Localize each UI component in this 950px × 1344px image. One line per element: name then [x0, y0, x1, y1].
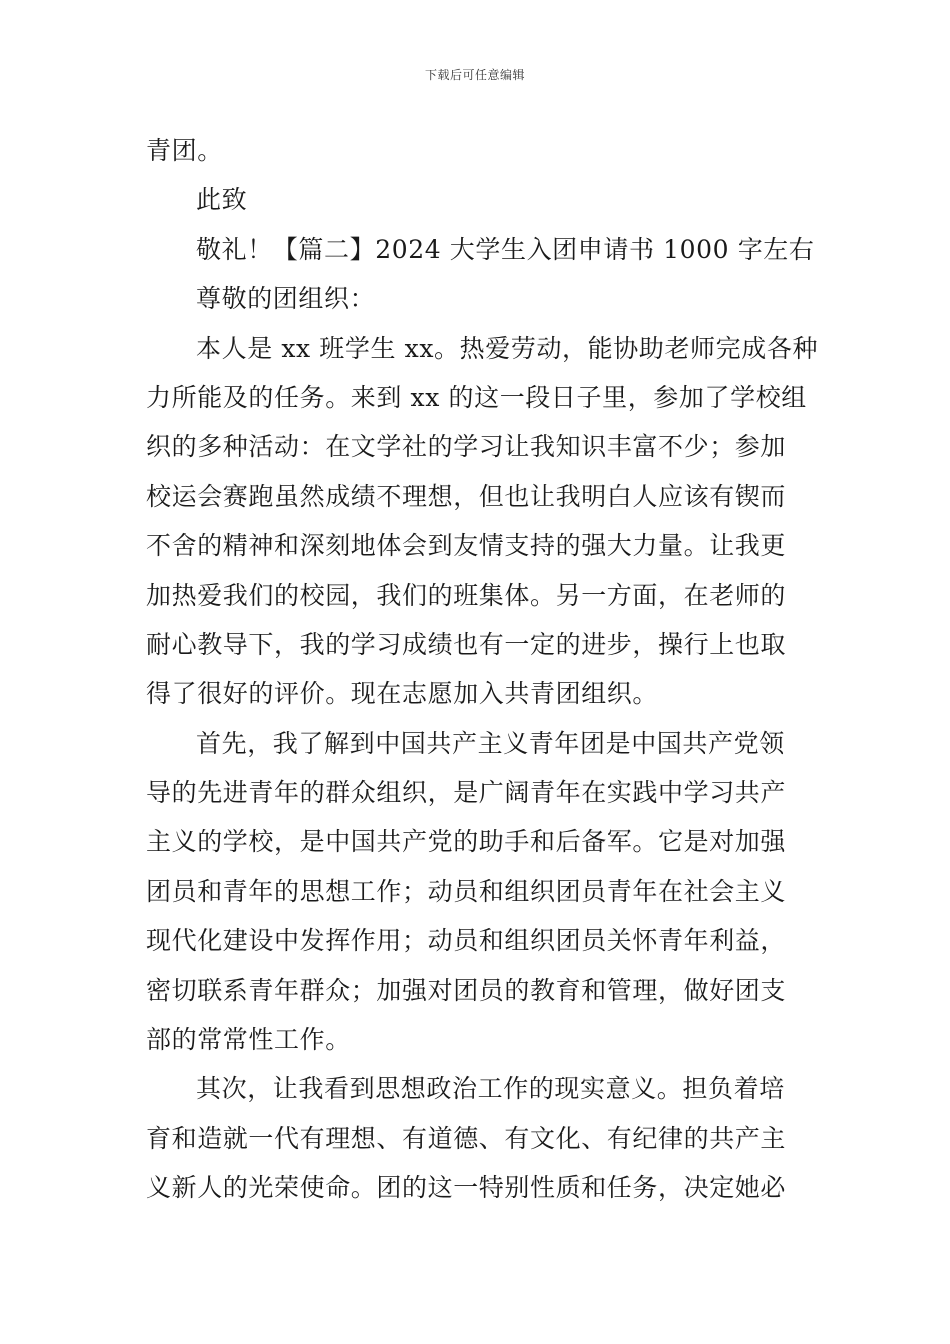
text-line: 不舍的精神和深刻地体会到友情支持的强大力量。让我更: [146, 531, 787, 561]
text-line: 部的常常性工作。: [146, 1025, 351, 1055]
text-line: 义新人的光荣使命。团的这一特别性质和任务，决定她必: [146, 1173, 787, 1203]
text-line: 主义的学校，是中国共产党的助手和后备军。它是对加强: [146, 827, 787, 857]
text-line: 校运会赛跑虽然成绩不理想，但也让我明白人应该有锲而: [146, 481, 787, 511]
text-line: 育和造就一代有理想、有道德、有文化、有纪律的共产主: [146, 1123, 787, 1153]
text-line: 尊敬的团组织：: [196, 284, 376, 314]
text-line: 首先，我了解到中国共产主义青年团是中国共产党领: [196, 728, 785, 758]
text-line: 其次，让我看到思想政治工作的现实意义。担负着培: [196, 1074, 785, 1104]
text-line: 团员和青年的思想工作；动员和组织团员青年在社会主义: [146, 876, 787, 906]
text-line: 本人是 xx 班学生 xx。热爱劳动，能协助老师完成各种: [196, 333, 819, 363]
text-line: 织的多种活动：在文学社的学习让我知识丰富不少；参加: [146, 432, 787, 462]
text-line: 现代化建设中发挥作用；动员和组织团员关怀青年利益，: [146, 926, 787, 956]
text-line: 导的先进青年的群众组织，是广阔青年在实践中学习共产: [146, 778, 787, 808]
text-line: 密切联系青年群众；加强对团员的教育和管理，做好团支: [146, 975, 787, 1005]
document-body: [146, 126, 819, 1213]
text-line: 此致: [196, 185, 248, 215]
text-line: 力所能及的任务。来到 xx 的这一段日子里，参加了学校组: [146, 382, 807, 412]
text-line: 耐心教导下，我的学习成绩也有一定的进步，操行上也取: [146, 629, 787, 659]
page-header: 下载后可任意编辑: [424, 68, 525, 82]
text-line: 敬礼！【篇二】2024 大学生入团申请书 1000 字左右: [196, 234, 815, 264]
text-line: 加热爱我们的校园，我们的班集体。另一方面，在老师的: [146, 580, 787, 610]
text-line: 得了很好的评价。现在志愿加入共青团组织。: [146, 679, 659, 709]
text-line: 青团。: [146, 136, 223, 165]
